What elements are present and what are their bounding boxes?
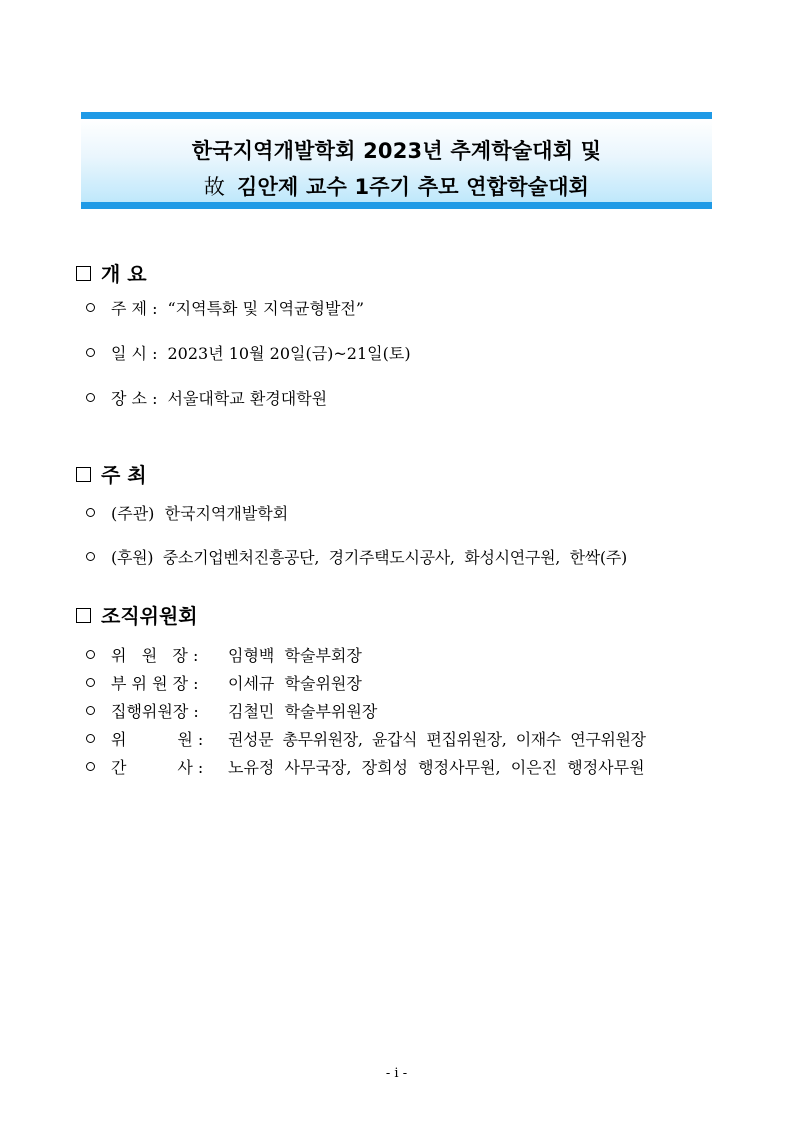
committee-item-value: 권성문 총무위원장, 윤갑식 편집위원장, 이재수 연구위원장 xyxy=(228,730,646,749)
host-item-organizer xyxy=(86,501,288,524)
title-line-2-main: 김안제 교수 1주기 추모 연합학술대회 xyxy=(237,175,590,199)
square-bullet-icon xyxy=(76,608,91,623)
circle-bullet-icon xyxy=(86,678,95,687)
circle-bullet-icon xyxy=(86,393,95,402)
overview-item-value: 서울대학교 환경대학원 xyxy=(167,389,328,408)
committee-item-executive-chair xyxy=(86,699,377,722)
circle-bullet-icon xyxy=(86,762,95,771)
section-committee-title: 조직위원회 xyxy=(101,604,198,628)
host-item-value: (후원) 중소기업벤처진흥공단, 경기주택도시공사, 화성시연구원, 한싹(주) xyxy=(111,548,627,567)
committee-item-label: 부 위 원 장 : xyxy=(111,674,199,693)
circle-bullet-icon xyxy=(86,348,95,357)
section-host-title: 주 최 xyxy=(101,463,147,487)
section-overview-heading xyxy=(76,258,147,287)
committee-item-label: 위 원 장 : xyxy=(111,646,199,665)
committee-item-vice-chair xyxy=(86,671,362,694)
title-line-1: 한국지역개발학회 2023년 추계학술대회 및 xyxy=(191,139,602,163)
committee-item-value: 이세규 학술위원장 xyxy=(228,674,362,693)
committee-item-value: 김철민 학술부위원장 xyxy=(228,702,378,721)
circle-bullet-icon xyxy=(86,552,95,561)
circle-bullet-icon xyxy=(86,706,95,715)
overview-item-label: 장 소 : xyxy=(111,389,158,408)
square-bullet-icon xyxy=(76,266,91,281)
committee-item-members xyxy=(86,727,646,750)
host-item-sponsors xyxy=(86,545,627,568)
committee-item-value: 임형백 학술부회장 xyxy=(228,646,362,665)
committee-item-label: 위 원 : xyxy=(111,730,204,749)
section-host-heading xyxy=(76,459,147,488)
overview-item-venue xyxy=(86,386,327,409)
overview-item-theme xyxy=(86,296,364,319)
committee-item-secretaries xyxy=(86,755,645,778)
committee-item-chair xyxy=(86,643,362,666)
overview-item-value: 2023년 10월 20일(금)~21일(토) xyxy=(167,344,411,363)
overview-item-value: “지역특화 및 지역균형발전” xyxy=(167,299,365,318)
committee-item-label: 집행위원장 : xyxy=(111,702,199,721)
committee-item-label: 간 사 : xyxy=(111,758,204,777)
title-line-2 xyxy=(81,171,712,201)
title-line-2-prefix: 故 xyxy=(203,175,226,199)
circle-bullet-icon xyxy=(86,734,95,743)
square-bullet-icon xyxy=(76,467,91,482)
title-banner xyxy=(81,112,712,209)
page-number: - i - xyxy=(385,1066,408,1081)
circle-bullet-icon xyxy=(86,303,95,312)
host-item-value: (주관) 한국지역개발학회 xyxy=(111,504,289,523)
circle-bullet-icon xyxy=(86,508,95,517)
committee-item-value: 노유정 사무국장, 장희성 행정사무원, 이은진 행정사무원 xyxy=(228,758,645,777)
circle-bullet-icon xyxy=(86,650,95,659)
overview-item-label: 주 제 : xyxy=(111,299,158,318)
overview-item-label: 일 시 : xyxy=(111,344,158,363)
section-overview-title: 개 요 xyxy=(101,262,147,286)
overview-item-date xyxy=(86,341,411,364)
section-committee-heading xyxy=(76,600,198,629)
